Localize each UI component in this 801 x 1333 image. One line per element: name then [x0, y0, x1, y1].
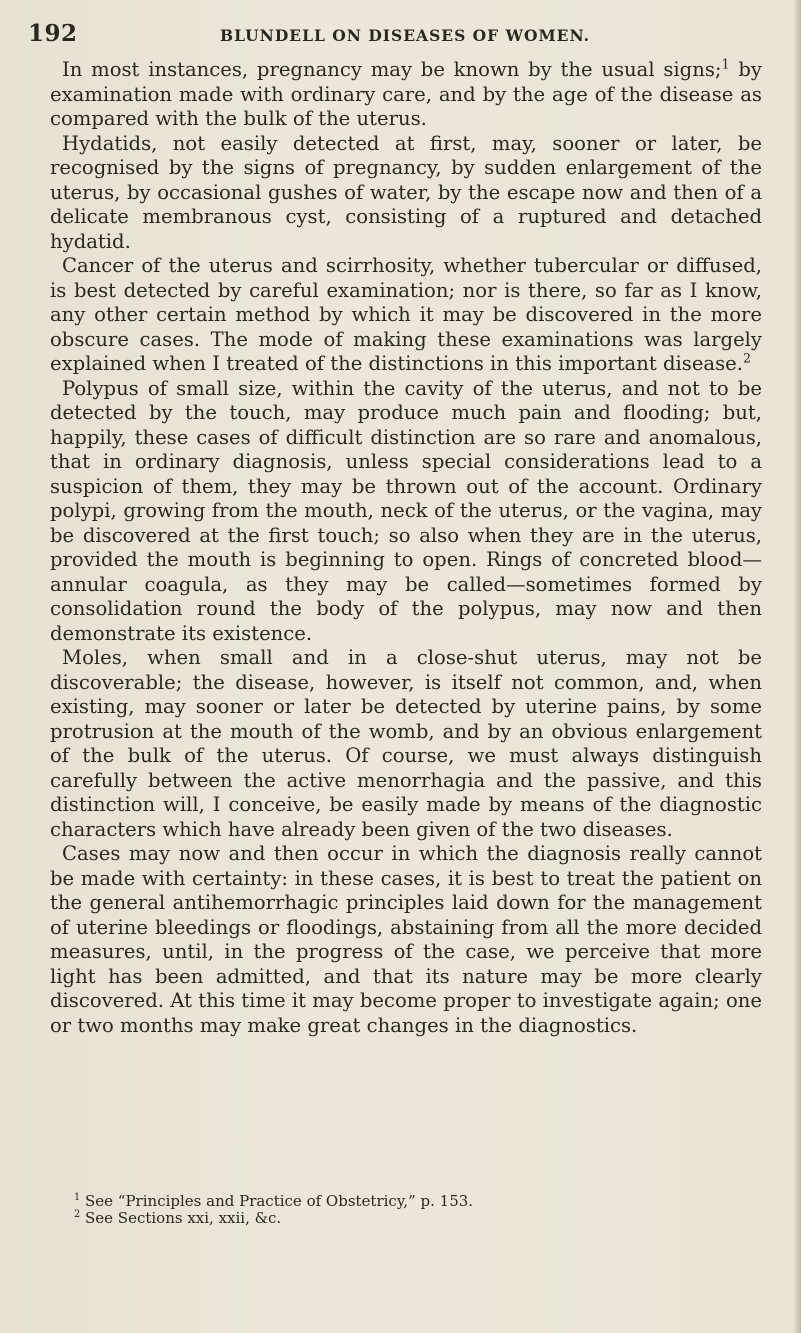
paragraph-polypus [50, 377, 762, 647]
paragraph-moles [50, 646, 762, 842]
footnote-2 [74, 1210, 762, 1227]
body-text [50, 58, 762, 1038]
page-number: 192 [28, 20, 78, 47]
paragraph-pregnancy [50, 58, 762, 132]
paragraph-text-continued: by examination made with ordinary care, and by the age of the disease as compared with the bulk of the uterus. [50, 58, 762, 130]
page-header [20, 18, 760, 48]
paragraph-cancer [50, 254, 762, 377]
running-title: BLUNDELL ON DISEASES OF WOMEN. [220, 26, 591, 45]
paragraph-uncertain-cases [50, 842, 762, 1038]
footnote-text: See “Principles and Practice of Obstetricy,” p. 153. [85, 1192, 474, 1210]
page-edge-shadow [793, 0, 801, 1333]
footnotes [50, 1193, 762, 1227]
footnote-1 [74, 1193, 762, 1210]
paragraph-text: Polypus of small size, within the cavity of the uterus, and not to be detected by the touch, may produce much pain and flooding; but, happily, these cases of difficult distinction are so rare and anomalous, that in ordinary diagnosis, unless special considerations lead to a suspicion of them, they may be thrown out of the account. Ordinary polypi, growing from the mouth, neck of the uterus, or the vagina, may be discovered at the first touch; so also when they are in the uterus, provided the mouth is beginning to open. Rings of concreted blood—annular coagula, as they may be called—sometimes formed by consolidation round the body of the polypus, may now and then demonstrate its existence. [50, 376, 762, 645]
footnote-mark: 2 [74, 1209, 81, 1220]
footnote-mark: 1 [74, 1192, 81, 1203]
paragraph-text: Cancer of the uterus and scirrhosity, whether tubercular or diffused, is best detected by careful examination; nor is there, so far as I know, any other certain method by which it may be discovered in the more obscure cases. The mode of making these examinations was largely explained when I treated of the distinctions in this important disease. [50, 254, 762, 375]
paragraph-text: Cases may now and then occur in which the diagnosis really cannot be made with certainty: in these cases, it is best to treat the patient on the general antihemorrhagic principles laid down for the management of uterine bleedings or floodings, abstaining from all the more decided measures, until, in the progress of the case, we perceive that more light has been admitted, and that its nature may be more clearly discovered. At this time it may become proper to investigate again; one or two months may make great changes in the diagnostics. [50, 842, 762, 1037]
footnote-text: See Sections xxi, xxii, &c. [85, 1209, 282, 1227]
footnote-marker: 2 [743, 351, 752, 367]
paragraph-hydatids [50, 132, 762, 255]
footnote-marker: 1 [721, 57, 730, 73]
paragraph-text: In most instances, pregnancy may be known by the usual signs; [62, 58, 722, 81]
paragraph-text: Moles, when small and in a close-shut uterus, may not be discoverable; the disease, however, is itself not common, and, when existing, may sooner or later be detected by uterine pains, by some protrusion at the mouth of the womb, and by an obvious enlargement of the bulk of the uterus. Of course, we must always distinguish carefully between the active menorrhagia and the passive, and this distinction will, I conceive, be easily made by means of the diagnostic characters which have already been given of the two diseases. [50, 646, 762, 841]
paragraph-text: Hydatids, not easily detected at first, may, sooner or later, be recognised by the signs of pregnancy, by sudden enlargement of the uterus, by occasional gushes of water, by the escape now and then of a delicate membranous cyst, consisting of a ruptured and detached hydatid. [50, 131, 762, 253]
